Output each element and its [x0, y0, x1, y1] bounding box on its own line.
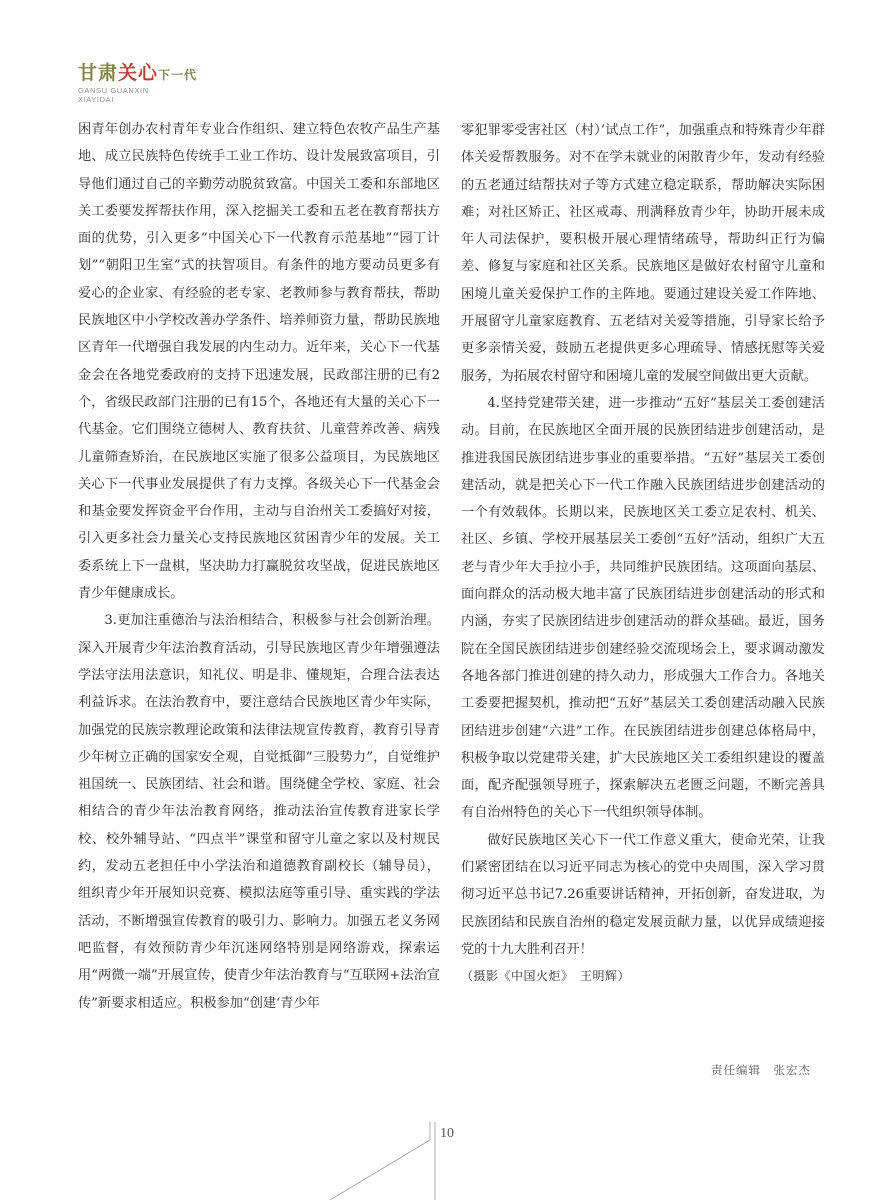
left-column: [78, 116, 440, 1017]
photo-credit: （摄影《中国火炬》 王明辉）: [461, 969, 631, 984]
paragraph-closing: 做好民族地区关心下一代工作意义重大，使命光荣，让我们紧密团结在以习近平同志为核心的党中央周围，深入学习贯彻习近平总书记7.26重要讲话精神，开拓创新，奋发进取，为民族团结和民族自治州的稳定发展贡献力量，以优异成绩迎接党的十九大胜利召开！: [461, 832, 825, 957]
responsible-editor: 责任编辑 张宏杰: [711, 1065, 811, 1077]
logo-text-guanxin: 关心: [118, 62, 159, 84]
logo-subtitle-line1: GANSU GUANXIN: [78, 86, 149, 95]
logo-text-gansu: 甘肃: [78, 62, 119, 84]
right-column: [461, 117, 825, 991]
paragraph-section-4: 4.坚持党建带关建，进一步推动“五好”基层关工委创建活动。目前，在民族地区全面开展的民族团结进步创建活动，是推进我国民族团结进步事业的重要举措。“五好”基层关工委创建活动，就是把关心下一代工作融入民族团结进步创建活动的一个有效载体。长期以来，民族地区关工委立足农村、机关、社区、乡镇、学校开展基层关工委创“五好”活动，组织广大五老与青少年大手拉小手，共同维护民族团结。这项面向基层、面向群众的活动极大地丰富了民族团结进步创建活动的形式和内涵，夯实了民族团结进步创建活动的群众基础。最近，国务院在全国民族团结进步创建经验交流现场会上，要求调动激发各地各部门推进创建的持久动力，形成强大工作合力。各地关工委要把握契机，推动把“五好”基层关工委创建活动融入民族团结进步创建“六进”工作。在民族团结进步创建总体格局中，积极争取以党建带关建，扩大民族地区关工委组织建设的覆盖面，配齐配强领导班子，探索解决五老匮乏问题，不断完善具有自治州特色的关心下一代组织领导体制。: [461, 395, 825, 821]
page-number: 10: [440, 1126, 454, 1141]
logo-title: [78, 62, 218, 86]
logo-text-xiayidai: 下一代: [158, 68, 198, 82]
paragraph-continued: 困青年创办农村青年专业合作组织、建立特色农牧产品生产基地、成立民族特色传统手工业工作坊、设计发展致富项目，引导他们通过自己的辛勤劳动脱贫致富。中国关工委和东部地区关工委要发挥帮扶作用，深入挖掘关工委和五老在教育帮扶方面的优势，引入更多“中国关心下一代教育示范基地”“园丁计划”“朝阳卫生室”式的扶智项目。有条件的地方要动员更多有爱心的企业家、有经验的老专家、老教师参与教育帮扶，帮助民族地区中小学校改善办学条件、培养师资力量，帮助民族地区青年一代增强自我发展的内生动力。近年来，关心下一代基金会在各地党委政府的支持下迅速发展，民政部注册的已有2个，省级民政部门注册的已有15个，各地还有大量的关心下一代基金。它们围绕立德树人、教育扶贫、儿童营养改善、病残儿童筛查矫治，在民族地区实施了很多公益项目，为民族地区关心下一代事业发展提供了有力支撑。各级关心下一代基金会和基金要发挥资金平台作用，主动与自治州关工委搞好对接，引入更多社会力量关心支持民族地区贫困青少年的发展。关工委系统上下一盘棋，坚决助力打赢脱贫攻坚战，促进民族地区青少年健康成长。: [78, 122, 440, 602]
paragraph-continued-right: 零犯罪零受害社区（村）’试点工作”，加强重点和特殊青少年群体关爱帮教服务。对不在学未就业的闲散青少年，发动有经验的五老通过结帮扶对子等方式建立稳定联系，帮助解决实际困难；对社区矫正、社区戒毒、刑满释放青少年，协助开展未成年人司法保护，要积极开展心理情绪疏导，帮助纠正行为偏差、修复与家庭和社区关系。民族地区是做好农村留守儿童和困境儿童关爱保护工作的主阵地。要通过建设关爱工作阵地、开展留守儿童家庭教育、五老结对关爱等措施，引导家长给予更多亲情关爱，鼓励五老提供更多心理疏导、情感抚慰等关爱服务，为拓展农村留守和困境儿童的发展空间做出更大贡献。: [461, 123, 825, 384]
logo-subtitle-line2: XIAYIDAI: [78, 95, 114, 104]
magazine-logo: [78, 62, 218, 114]
paragraph-section-3: 3.更加注重德治与法治相结合，积极参与社会创新治理。深入开展青少年法治教育活动，引导民族地区青少年增强遵法学法守法用法意识，知礼仪、明是非、懂规矩，合理合法表达利益诉求。在法治教育中，要注意结合民族地区青少年实际，加强党的民族宗教理论政策和法律法规宣传教育，教育引导青少年树立正确的国家安全观，自觉抵御“三股势力”，自觉维护祖国统一、民族团结、社会和谐。围绕健全学校、家庭、社会相结合的青少年法治教育网络，推动法治宣传教育进家长学校、校外辅导站、“四点半”课堂和留守儿童之家以及村规民约，发动五老担任中小学法治和道德教育副校长（辅导员），组织青少年开展知识竞赛、模拟法庭等重引导、重实践的学法活动，不断增强宣传教育的吸引力、影响力。加强五老义务网吧监督，有效预防青少年沉迷网络特别是网络游戏，探索运用“两微一端”开展宣传，使青少年法治教育与“互联网+法治宣传”新要求相适应。积极参加“创建‘青少年: [78, 613, 440, 1011]
